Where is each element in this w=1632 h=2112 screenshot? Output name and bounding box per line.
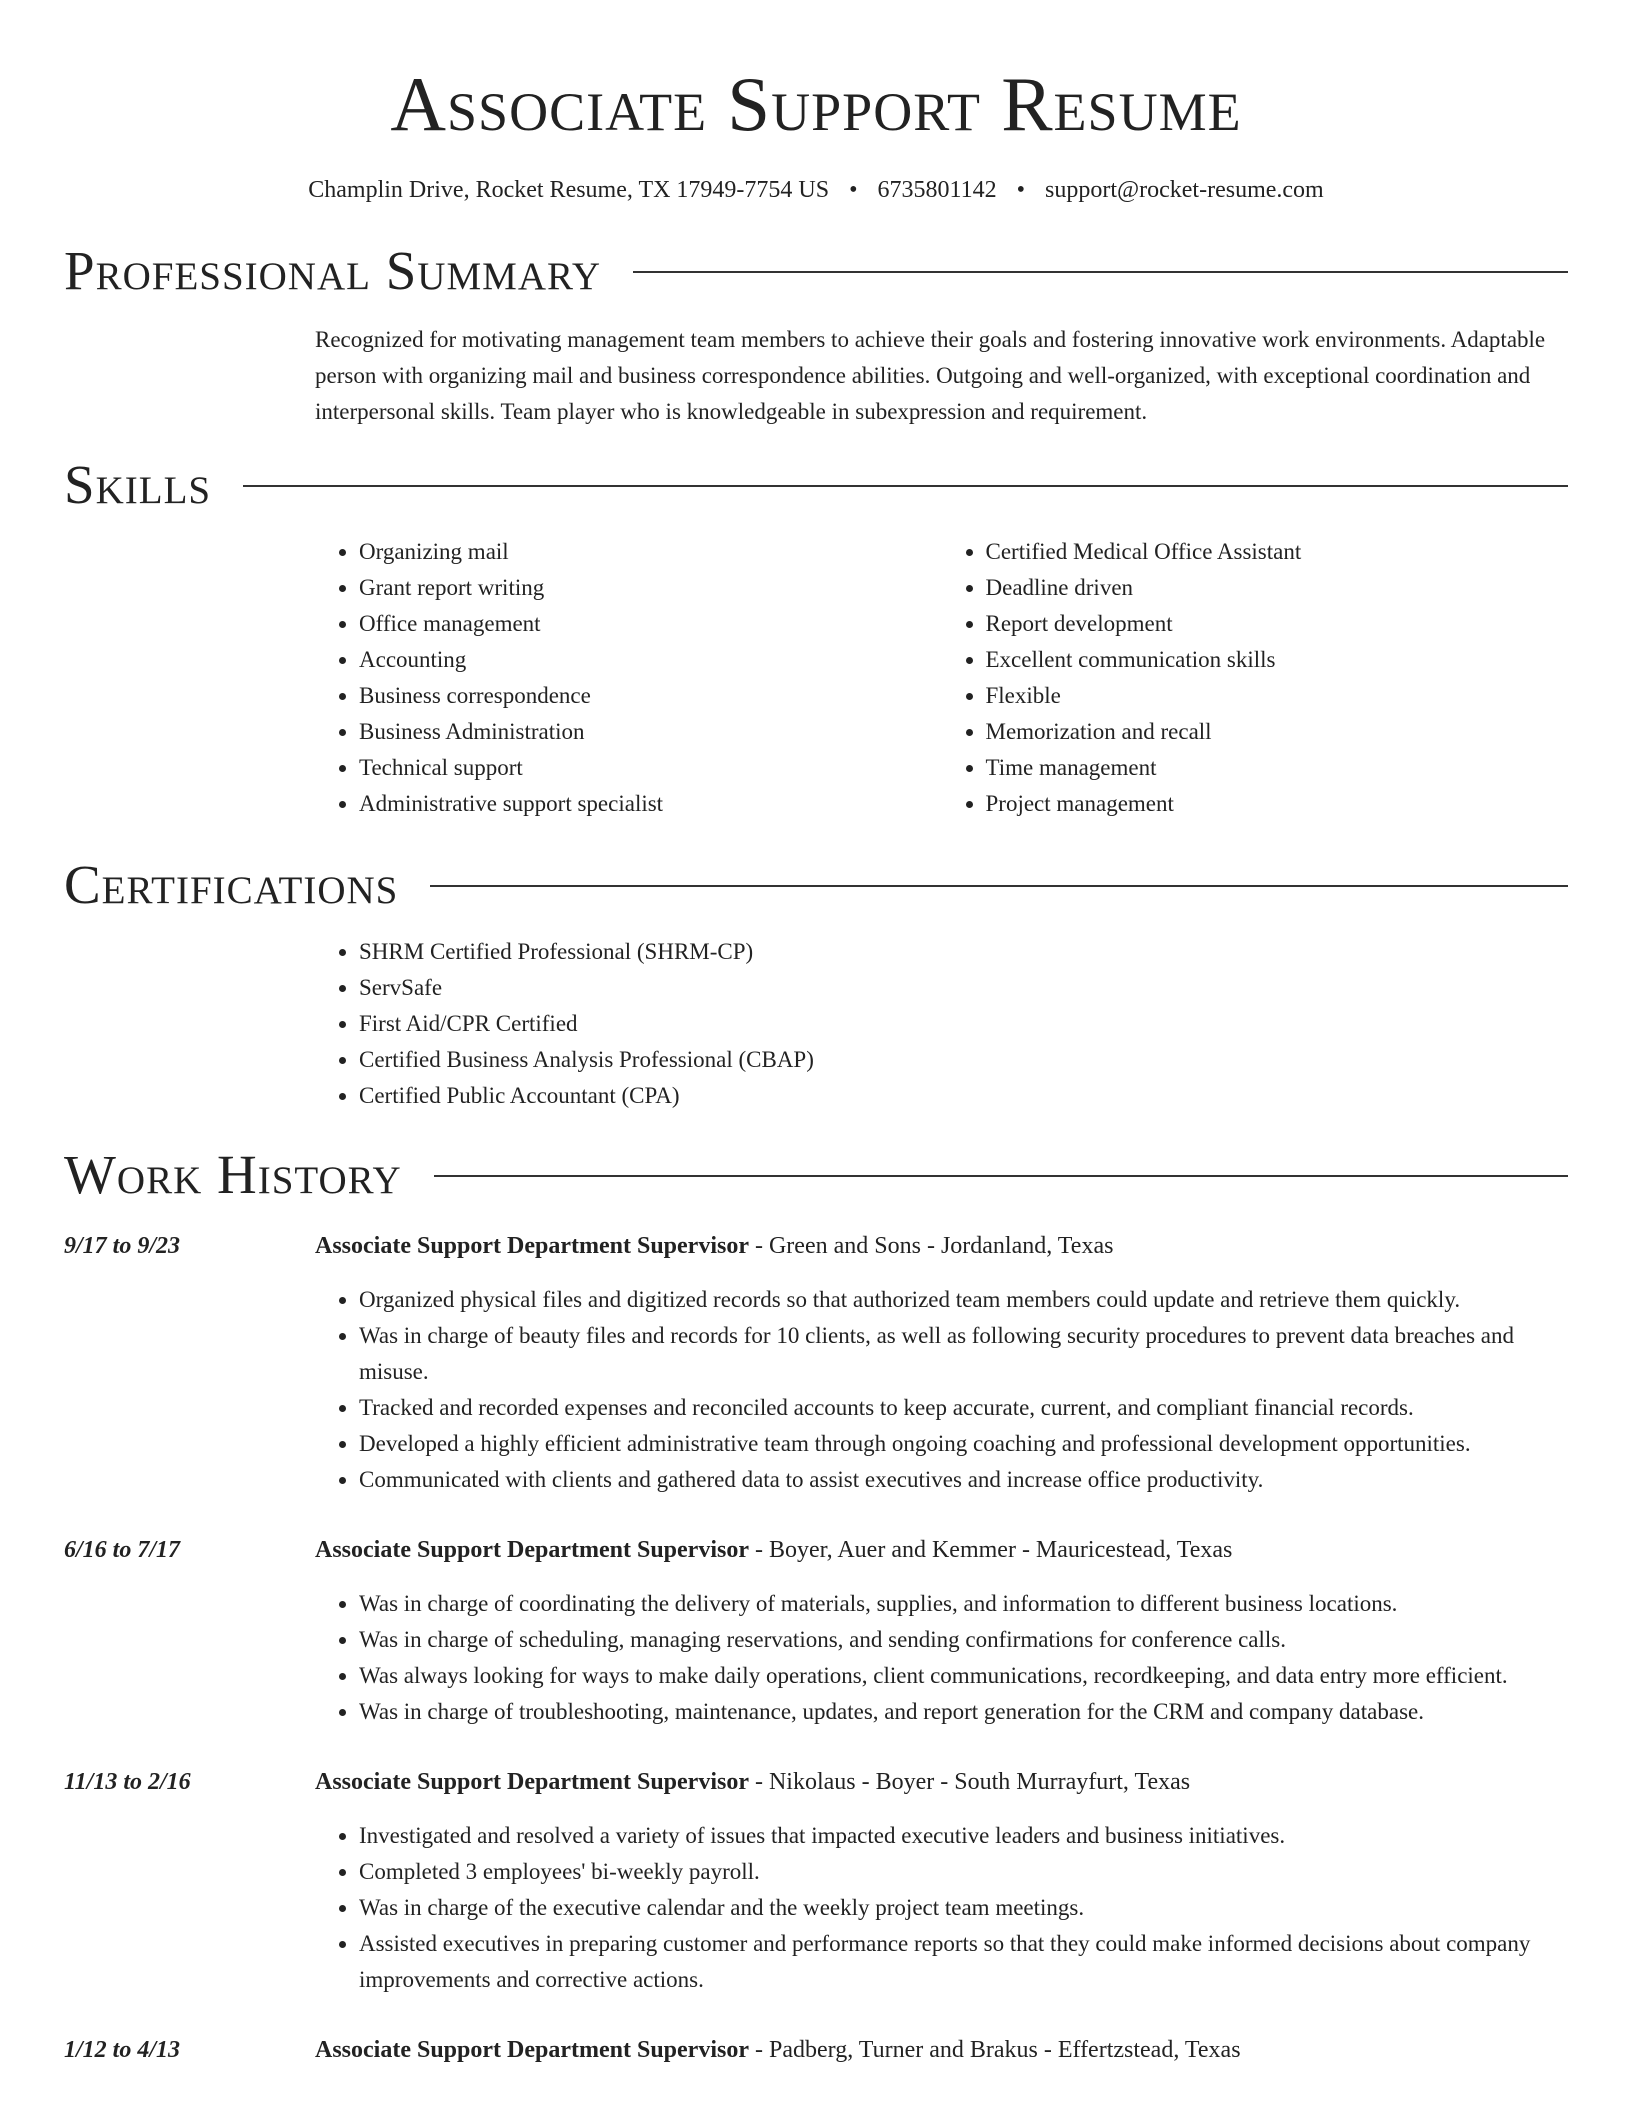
contact-line bbox=[64, 174, 1568, 206]
job-bullet: • Completed 3 employees' bi-weekly payroll. bbox=[359, 1854, 1568, 1890]
skill-item: • Time management bbox=[986, 750, 1569, 786]
section-divider bbox=[434, 1175, 1568, 1177]
phone: 6735801142 bbox=[877, 177, 997, 203]
skill-item: • Business correspondence bbox=[359, 678, 942, 714]
skills-list bbox=[315, 534, 1568, 822]
skill-item: • Excellent communication skills bbox=[986, 642, 1569, 678]
work-history-list bbox=[64, 1228, 1568, 2068]
job-entry bbox=[64, 1764, 1568, 1998]
job-employer: - Nikolaus - Boyer - South Murrayfurt, Texas bbox=[748, 1769, 1191, 1795]
job-bullet: • Developed a highly efficient administrative team through ongoing coaching and professional development opportunities. bbox=[359, 1426, 1568, 1462]
job-bullet: • Tracked and recorded expenses and reconciled accounts to keep accurate, current, and compliant financial records. bbox=[359, 1390, 1568, 1426]
job-entry bbox=[64, 1532, 1568, 1730]
resume-title: Associate Support Resume bbox=[390, 61, 1242, 147]
job-heading bbox=[315, 1764, 1568, 1800]
skill-item: • Project management bbox=[986, 786, 1569, 822]
skill-item: • Accounting bbox=[359, 642, 942, 678]
separator-dot: • bbox=[849, 177, 858, 203]
job-bullet: • Was in charge of scheduling, managing reservations, and sending confirmations for conference calls. bbox=[359, 1622, 1568, 1658]
address: Champlin Drive, Rocket Resume, TX 17949-7754 US bbox=[308, 177, 830, 203]
skill-item: • Office management bbox=[359, 606, 942, 642]
skills-column-left bbox=[315, 534, 942, 822]
certification-item: • Certified Public Accountant (CPA) bbox=[359, 1078, 1568, 1114]
job-bullets bbox=[315, 1586, 1568, 1730]
certification-item: • SHRM Certified Professional (SHRM-CP) bbox=[359, 934, 1568, 970]
section-title-certifications: Certifications bbox=[64, 854, 399, 915]
job-bullet: • Was in charge of coordinating the delivery of materials, supplies, and information to different business locations. bbox=[359, 1586, 1568, 1622]
job-dates: 11/13 to 2/16 bbox=[64, 1769, 191, 1795]
job-title: Associate Support Department Supervisor bbox=[315, 2037, 749, 2063]
job-bullet: • Was always looking for ways to make daily operations, client communications, recordkeeping, and data entry more efficient. bbox=[359, 1658, 1568, 1694]
job-bullet: • Organized physical files and digitized records so that authorized team members could update and retrieve them quickly. bbox=[359, 1282, 1568, 1318]
skill-item: • Certified Medical Office Assistant bbox=[986, 534, 1569, 570]
skills-section-header bbox=[64, 454, 1568, 516]
skill-item: • Organizing mail bbox=[359, 534, 942, 570]
certifications-items bbox=[315, 934, 1568, 1114]
job-details bbox=[315, 1228, 1568, 1498]
job-title: Associate Support Department Supervisor bbox=[315, 1769, 749, 1795]
job-entry bbox=[64, 1228, 1568, 1498]
job-entry bbox=[64, 2032, 1568, 2068]
separator-dot: • bbox=[1016, 177, 1026, 203]
job-bullets bbox=[315, 1818, 1568, 1998]
email: support@rocket-resume.com bbox=[1045, 177, 1324, 203]
skill-item: • Report development bbox=[986, 606, 1569, 642]
certification-item: • ServSafe bbox=[359, 970, 1568, 1006]
certification-item: • First Aid/CPR Certified bbox=[359, 1006, 1568, 1042]
job-heading bbox=[315, 2032, 1568, 2068]
job-heading bbox=[315, 1532, 1568, 1568]
certifications-section-header bbox=[64, 854, 1568, 916]
job-dates: 9/17 to 9/23 bbox=[64, 1233, 181, 1259]
job-bullet: • Was in charge of troubleshooting, maintenance, updates, and report generation for the CRM and company database. bbox=[359, 1694, 1568, 1730]
skill-item: • Deadline driven bbox=[986, 570, 1569, 606]
section-divider bbox=[633, 271, 1568, 273]
job-bullet: • Investigated and resolved a variety of issues that impacted executive leaders and business initiatives. bbox=[359, 1818, 1568, 1854]
job-employer: - Green and Sons - Jordanland, Texas bbox=[748, 1233, 1114, 1259]
certification-item: • Certified Business Analysis Professional (CBAP) bbox=[359, 1042, 1568, 1078]
job-details bbox=[315, 2032, 1568, 2068]
job-bullet: • Was in charge of the executive calendar and the weekly project team meetings. bbox=[359, 1890, 1568, 1926]
skills-column-right bbox=[942, 534, 1569, 822]
job-bullets bbox=[315, 1282, 1568, 1498]
skill-item: • Technical support bbox=[359, 750, 942, 786]
summary-section-header bbox=[64, 240, 1568, 302]
job-employer: - Boyer, Auer and Kemmer - Mauricestead, Texas bbox=[748, 1537, 1233, 1563]
job-heading bbox=[315, 1228, 1568, 1264]
work-section-header bbox=[64, 1144, 1568, 1206]
skill-item: • Grant report writing bbox=[359, 570, 942, 606]
summary-text: Recognized for motivating management team members to achieve their goals and fostering innovative work environments. Adaptable person with organizing mail and business correspondence abilities. Outgoing and well-organized, with exceptional coordination and interpersonal skills. Team player who is knowledgeable in subexpression and requirement. bbox=[315, 327, 1546, 424]
job-dates: 6/16 to 7/17 bbox=[64, 1537, 181, 1563]
job-bullet: • Was in charge of beauty files and records for 10 clients, as well as following security procedures to prevent data breaches and misuse. bbox=[359, 1318, 1568, 1390]
certifications-list bbox=[315, 934, 1568, 1114]
skill-item: • Flexible bbox=[986, 678, 1569, 714]
job-details bbox=[315, 1764, 1568, 1998]
section-title-work-history: Work History bbox=[64, 1144, 402, 1205]
job-bullet: • Communicated with clients and gathered data to assist executives and increase office productivity. bbox=[359, 1462, 1568, 1498]
section-divider bbox=[430, 885, 1568, 887]
section-title-summary: Professional Summary bbox=[64, 240, 602, 301]
job-bullet: • Assisted executives in preparing customer and performance reports so that they could make informed decisions about company improvements and corrective actions. bbox=[359, 1926, 1568, 1998]
job-title: Associate Support Department Supervisor bbox=[315, 1537, 749, 1563]
section-divider bbox=[243, 485, 1568, 487]
job-dates: 1/12 to 4/13 bbox=[64, 2037, 181, 2063]
skill-item: • Memorization and recall bbox=[986, 714, 1569, 750]
job-details bbox=[315, 1532, 1568, 1730]
resume-page bbox=[64, 0, 1568, 2068]
job-title: Associate Support Department Supervisor bbox=[315, 1233, 749, 1259]
job-employer: - Padberg, Turner and Brakus - Effertzstead, Texas bbox=[748, 2037, 1241, 2063]
skill-item: • Administrative support specialist bbox=[359, 786, 942, 822]
skill-item: • Business Administration bbox=[359, 714, 942, 750]
section-title-skills: Skills bbox=[64, 454, 212, 515]
